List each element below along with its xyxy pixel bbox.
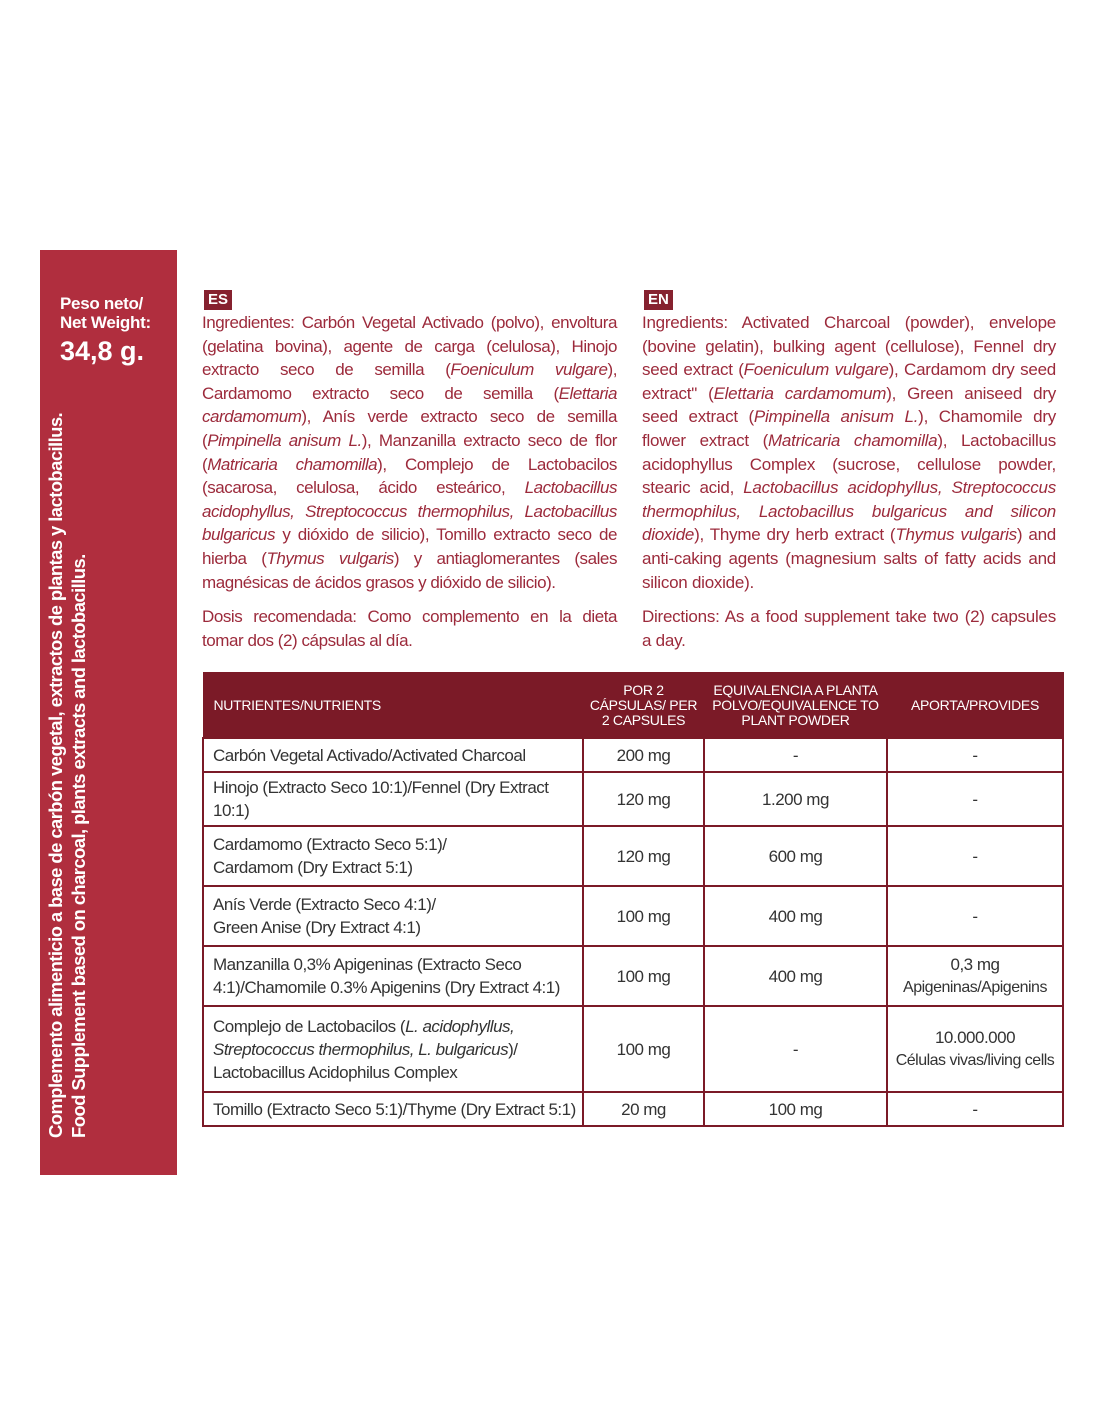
nutrient-name-cell [203, 738, 583, 772]
scientific-name-text: Pimpinella anisum L. [753, 407, 919, 427]
provides-value: - [972, 745, 978, 765]
text-segment: Hinojo (Extracto Seco 10:1)/Fennel (Dry Extract 10:1) [213, 778, 549, 820]
scientific-name-text: Lactobacillus acidophyllus, Streptococcus thermophilus, Lactobacillus bulgaricus [202, 478, 617, 545]
product-description-es: Complemento alimenticio a base de carbón vegetal, extractos de plantas y lactobacillus. [45, 412, 66, 1138]
provides-cell [887, 1092, 1063, 1126]
table-row [203, 826, 1063, 886]
text-segment: Anís Verde (Extracto Seco 4:1)/ [213, 895, 436, 914]
table-row [203, 946, 1063, 1006]
text-segment: Complejo de Lactobacilos ( [213, 1016, 406, 1036]
plant-powder-equivalence-cell: 1.200 mg [704, 772, 887, 826]
scientific-name-text: Streptococcus thermophilus, L. bulgaricus [213, 1039, 509, 1059]
text-segment: ) y antiaglomerantes (sales magnésicas de ácidos grasos y dióxido de silicio). [202, 548, 617, 592]
directions-en: Directions: As a food supplement take two (2) capsules a day. [642, 607, 1056, 650]
spanish-column [202, 290, 617, 652]
scientific-name-text: Foeniculum vulgare [743, 360, 889, 380]
nutrient-name-cell [203, 886, 583, 946]
directions-es: Dosis recomendada: Como complemento en la dieta tomar dos (2) cápsulas al día. [202, 607, 617, 650]
header-provides: APORTA/PROVIDES [887, 673, 1063, 739]
text-segment: Green Anise (Dry Extract 4:1) [213, 918, 421, 937]
net-weight-block [60, 294, 175, 368]
text-segment: ), Green aniseed dry seed extract ( [642, 383, 1057, 427]
scientific-name-text: L. acidophyllus, [405, 1016, 515, 1036]
provides-cell [887, 826, 1063, 886]
text-segment: Lactobacillus Acidophilus Complex [213, 1062, 458, 1082]
text-segment: Cardamomo (Extracto Seco 5:1)/ [213, 835, 447, 854]
scientific-name-text: Thymus vulgaris [895, 525, 1017, 545]
plant-powder-equivalence-cell: - [704, 1006, 887, 1092]
table-row [203, 1092, 1063, 1126]
text-segment: ), Manzanilla extracto seco de flor ( [202, 430, 618, 474]
text-segment: Cardamom (Dry Extract 5:1) [213, 858, 413, 877]
provides-cell [887, 946, 1063, 1006]
plant-powder-equivalence-cell: - [704, 738, 887, 772]
language-tag-en: EN [644, 290, 673, 310]
table-row [203, 772, 1063, 826]
provides-value: - [972, 846, 978, 866]
scientific-name-text: Matricaria chamomilla [207, 454, 378, 474]
text-segment: ), Chamomile dry flower extract ( [642, 407, 1056, 450]
provides-unit: Apigeninas/Apigenins [903, 979, 1047, 996]
ingredients-en [642, 311, 1056, 594]
provides-cell [887, 886, 1063, 946]
scientific-name-text: Matricaria chamomilla [768, 430, 938, 450]
scientific-name-text: Thymus vulgaris [266, 548, 394, 568]
text-segment: Ingredients: Activated Charcoal (powder), envelope (bovine gelatin), bulking agent (cellulose), Fennel dry seed extract ( [642, 313, 1056, 380]
text-segment: ), Complejo de Lactobacilos (sacarosa, celulosa, ácido esteárico, [202, 454, 617, 498]
product-description-vertical [44, 368, 90, 1138]
ingredients-es [202, 311, 617, 594]
per-2-capsules-cell: 100 mg [583, 886, 704, 946]
plant-powder-equivalence-cell: 100 mg [704, 1092, 887, 1126]
net-weight-value: 34,8 g. [60, 336, 145, 366]
text-segment: Tomillo (Extracto Seco 5:1)/Thyme (Dry Extract 5:1) [213, 1099, 576, 1119]
scientific-name-text: Elettaria cardamomum [713, 383, 887, 403]
per-2-capsules-cell: 20 mg [583, 1092, 704, 1126]
provides-value: 0,3 mg [950, 955, 1000, 974]
scientific-name-text: Pimpinella anisum L. [207, 430, 362, 450]
table-row [203, 738, 1063, 772]
provides-value: 10.000.000 [934, 1028, 1016, 1047]
text-segment: Carbón Vegetal Activado/Activated Charcoal [213, 745, 526, 765]
per-2-capsules-cell: 100 mg [583, 946, 704, 1006]
nutrient-name-cell [203, 826, 583, 886]
nutrient-name-cell [203, 1092, 583, 1126]
header-nutrients: NUTRIENTES/NUTRIENTS [203, 673, 583, 739]
text-segment: Manzanilla 0,3% Apigeninas (Extracto Seco [213, 955, 522, 974]
table-row [203, 886, 1063, 946]
plant-powder-equivalence-cell: 400 mg [704, 946, 887, 1006]
product-description-en: Food Supplement based on charcoal, plants extracts and lactobacillus. [68, 554, 89, 1138]
per-2-capsules-cell: 200 mg [583, 738, 704, 772]
nutrition-table [202, 672, 1064, 1127]
text-segment: Ingredientes: Carbón Vegetal Activado (polvo), envoltura (gelatina bovina), agente de carga (celulosa), Hinojo extracto seco de semilla ( [202, 313, 617, 380]
text-segment: ), Anís verde extracto seco de semilla ( [202, 407, 617, 450]
text-segment: ), Cardamomo extracto seco de semilla ( [202, 360, 617, 403]
nutrient-name-cell [203, 946, 583, 1006]
text-segment: y dióxido de silicio), Tomillo extracto seco de hierba ( [202, 525, 617, 568]
text-segment: ), Cardamom dry seed extract" ( [642, 360, 1056, 403]
nutrient-name-cell [203, 1006, 583, 1092]
provides-value: - [972, 906, 978, 926]
text-segment: ) and anti-caking agents (magnesium salts of fatty acids and silicon dioxide). [642, 525, 1057, 592]
table-header-row [203, 673, 1063, 739]
provides-unit: Células vivas/living cells [895, 1052, 1055, 1069]
provides-value: - [972, 789, 978, 809]
text-segment: ), Lactobacillus acidophyllus Complex (sucrose, cellulose powder, stearic acid, [642, 430, 1056, 498]
plant-powder-equivalence-cell: 400 mg [704, 886, 887, 946]
per-2-capsules-cell: 120 mg [583, 826, 704, 886]
net-weight-label-en: Net Weight: [60, 313, 151, 332]
provides-cell [887, 738, 1063, 772]
header-per-2-capsules: POR 2 CÁPSULAS/ PER 2 CAPSULES [583, 673, 704, 739]
english-column [642, 290, 1056, 652]
nutrient-name-cell [203, 772, 583, 826]
scientific-name-text: Elettaria cardamomum [202, 383, 617, 427]
table-row [203, 1006, 1063, 1092]
text-segment: ), Thyme dry herb extract ( [694, 525, 896, 545]
text-segment: 4:1)/Chamomile 0.3% Apigenins (Dry Extract 4:1) [213, 978, 560, 997]
provides-cell [887, 1006, 1063, 1092]
per-2-capsules-cell: 100 mg [583, 1006, 704, 1092]
scientific-name-text: Foeniculum vulgare [450, 360, 608, 380]
plant-powder-equivalence-cell: 600 mg [704, 826, 887, 886]
language-tag-es: ES [204, 290, 232, 310]
header-plant-powder-equivalence: EQUIVALENCIA A PLANTA POLVO/EQUIVALENCE TO PLANT POWDER [704, 673, 887, 739]
net-weight-label-es: Peso neto/ [60, 294, 143, 313]
per-2-capsules-cell: 120 mg [583, 772, 704, 826]
scientific-name-text: Lactobacillus acidophyllus, Streptococcus thermophilus, Lactobacillus bulgaricus and silicon dioxide [642, 478, 1056, 545]
provides-cell [887, 772, 1063, 826]
text-segment: )/ [508, 1039, 518, 1059]
provides-value: - [972, 1099, 978, 1119]
